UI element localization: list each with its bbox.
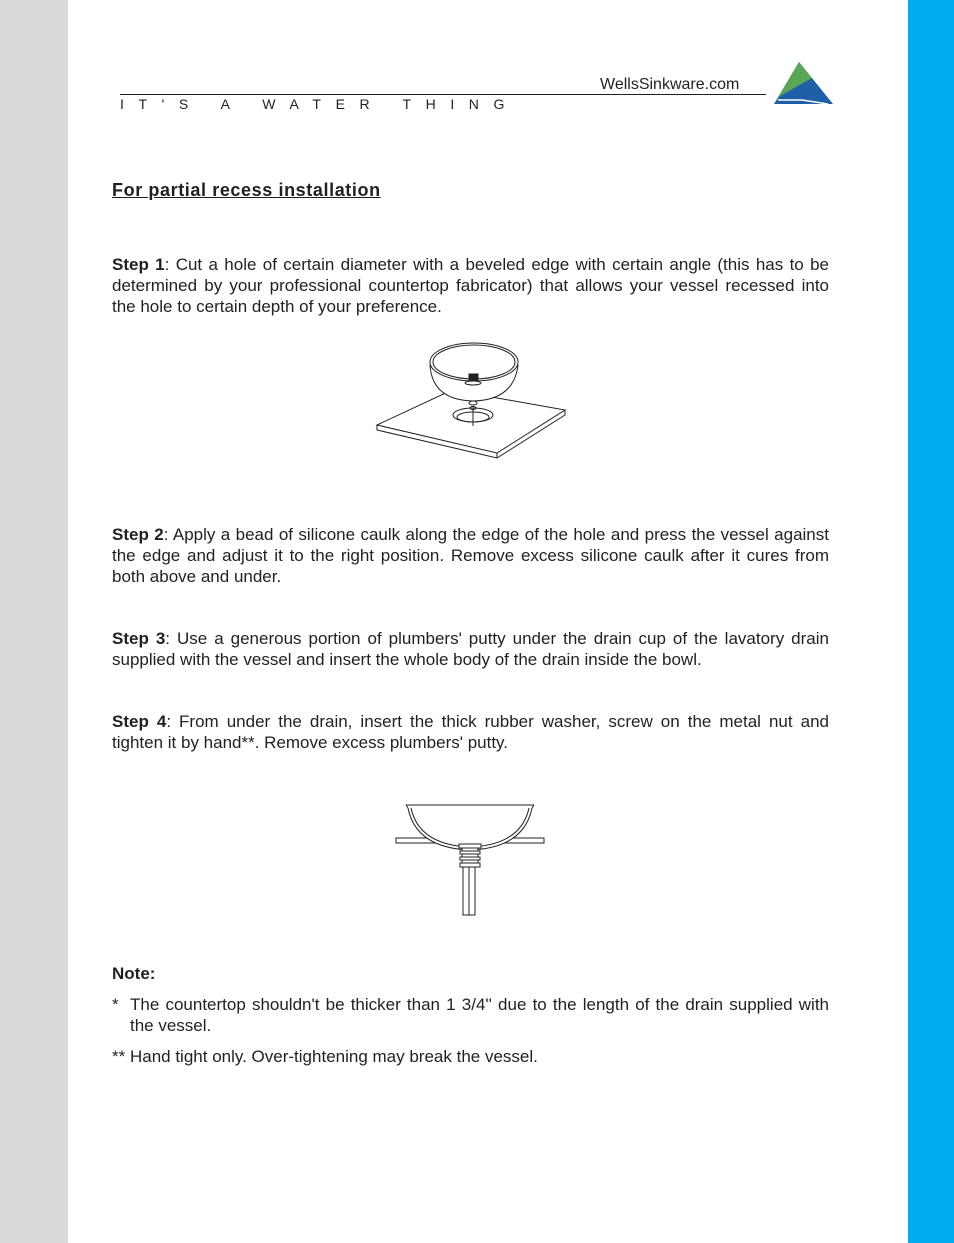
note-title: Note: bbox=[112, 964, 156, 983]
site-url: WellsSinkware.com bbox=[600, 76, 740, 93]
right-color-band bbox=[908, 0, 954, 1243]
note-item-1 bbox=[112, 994, 829, 1036]
step-4-text: : From under the drain, insert the thick rubber washer, screw on the metal nut and tighten it by hand**. Remove excess plumbers' putty. bbox=[112, 712, 829, 752]
note-item-2 bbox=[112, 1046, 829, 1067]
vessel-above-counter-illustration bbox=[372, 338, 568, 460]
step-2-label: Step 2 bbox=[112, 525, 164, 544]
step-3-label: Step 3 bbox=[112, 629, 166, 648]
wells-logo-icon bbox=[772, 60, 834, 106]
step-2-paragraph bbox=[112, 524, 829, 587]
tagline: IT'S A WATER THING bbox=[120, 96, 520, 112]
note-item-2-marker: ** bbox=[112, 1047, 126, 1066]
step-2-text: : Apply a bead of silicone caulk along the edge of the hole and press the vessel against the edge and adjust it to the right position. Remove excess silicone caulk after it cures from both above and under. bbox=[112, 525, 829, 586]
step-1-label: Step 1 bbox=[112, 255, 165, 274]
note-item-1-marker: * bbox=[112, 995, 119, 1014]
step-4-paragraph bbox=[112, 711, 829, 753]
left-margin-band bbox=[0, 0, 68, 1243]
note-item-2-text: Hand tight only. Over-tightening may break the vessel. bbox=[129, 1047, 538, 1066]
step-1-text: : Cut a hole of certain diameter with a beveled edge with certain angle (this has to be determined by your professional countertop fabricator) that allows your vessel recessed into the hole to certain depth of your preference. bbox=[112, 255, 829, 316]
step-4-label: Step 4 bbox=[112, 712, 167, 731]
drain-cross-section-illustration bbox=[392, 800, 548, 918]
section-title: For partial recess installation bbox=[112, 180, 381, 200]
step-3-text: : Use a generous portion of plumbers' putty under the drain cup of the lavatory drain supplied with the vessel and insert the whole body of the drain inside the bowl. bbox=[112, 629, 829, 669]
step-1-paragraph bbox=[112, 254, 829, 317]
step-3-paragraph bbox=[112, 628, 829, 670]
note-item-1-text: The countertop shouldn't be thicker than 1 3/4'' due to the length of the drain supplied with the vessel. bbox=[130, 995, 829, 1035]
